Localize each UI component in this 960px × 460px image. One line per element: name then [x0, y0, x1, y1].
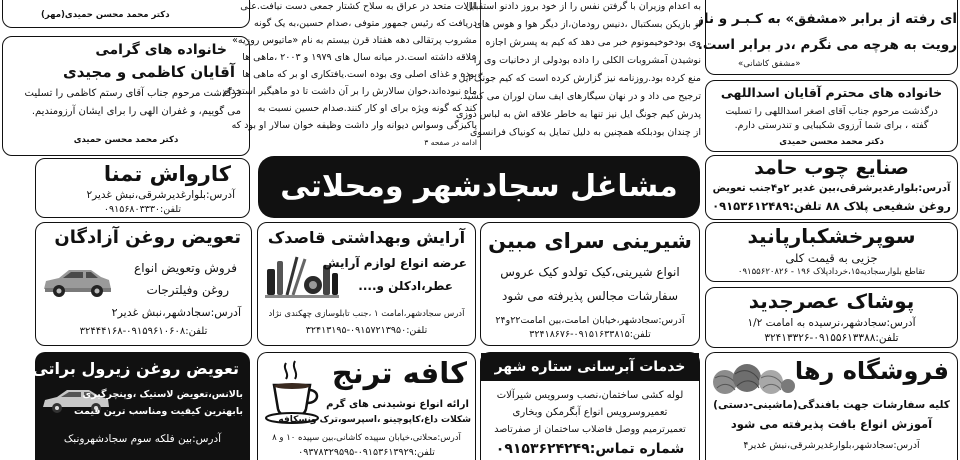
ad-address: آدرس سجادشهر،امامت ۱ ،جنب تابلوسازی چهکندی نژاد: [268, 309, 465, 319]
ad-title: سوپرخشکبارپانید: [747, 224, 916, 248]
ad-address: آدرس:سجادشهر،بلوارغدیرشرقی،نبش غدیر۴: [743, 440, 920, 451]
ad-phone: شماره تماس:۰۹۱۵۳۶۲۴۲۴۹: [495, 441, 685, 457]
condolence-body-line: گفته ، برای شما آرزوی شکیبایی و تندرستی دارم.: [734, 120, 929, 131]
article-column-2: [222, 0, 477, 150]
ad-line: عطر،ادکلن و....: [358, 279, 453, 293]
article-line: ایالات متحد در عراق به سلاح کشتار جمعی دست نیافت.علی: [240, 1, 477, 12]
article-line: از بازیکن بسکتبال ،دنیس رودمان،از دیگر هوا و هوس های: [474, 19, 701, 30]
ad-address: تقاطع بلوارسجادیه۱۵،خردادپلاک ۱۹۶ - ۰۹۱۵۵۶۲۰۸۲۶: [737, 267, 926, 277]
ad-title: تعویض روغن زیرول براتی: [32, 359, 239, 378]
ad-phone: تلفن:۰۹۱۵۶۸۰۳۳۳۰: [103, 204, 182, 215]
ad-subtitle: جزیی به قیمت کلی: [785, 251, 878, 265]
condolence-signature: دکتر محمد محسن حمیدی: [73, 135, 179, 145]
poem-poet: «مشفق کاشانی»: [738, 59, 801, 69]
article-line: دریافت که رئیس جمهور متوفی ،صدام حسین،به یک گونه: [254, 18, 477, 29]
article-line: پدرش کیم جونگ ایل نیز تنها به خاطر علاقه اش به لباس دوزی: [455, 109, 701, 120]
condolence-names: آقایان کاظمی و مجیدی: [62, 63, 235, 81]
ad-title: شیرینی سرای مبین: [488, 229, 692, 253]
top-note-box: [2, 0, 250, 28]
ad-title: کارواش تمنا: [103, 162, 231, 186]
ad-title: کافه ترنج: [331, 356, 467, 390]
ad-line: بابهترین کیفیت ومناسب ترین قیمت: [73, 406, 243, 417]
yarn-photo: [711, 358, 796, 398]
ad-phone: تلفن:۰۹۱۵۹۶۱۰۶۰۸-۳۲۴۴۴۱۶۸: [79, 326, 208, 337]
ad-title: آرایش وبهداشتی قاصدک: [267, 228, 466, 247]
ad-phone: تلفن:۰۹۱۵۳۶۱۳۹۲۹-۰۹۳۷۸۳۲۹۵۹۵: [298, 447, 435, 458]
ad-phone: تلفن:۰۹۱۵۵۶۱۳۳۸۸-۳۲۴۱۳۳۲۶: [764, 332, 899, 344]
article-line: به اعدام وزیران با گرفتن نفس را از خود بروز دادنو استقبال: [465, 1, 701, 12]
article-line: بوده و غذای اصلی وی بوده است.یافتکاری او بر که ماهی ها: [242, 69, 477, 80]
condolence-title: خانواده های گرامی: [95, 42, 227, 58]
ad-phone: تلفن:۰۹۱۵۱۶۳۳۸۱۵-۳۲۴۱۸۶۷۶: [529, 329, 651, 340]
ad-line: عرضه انواع لوازم آرایش: [323, 256, 467, 270]
ad-title: فروشگاه رها: [794, 357, 949, 385]
article-line: کند که گونه ویژه برای او کار کنند.صدام حسین نسبت به: [257, 103, 477, 114]
ad-line: شکلات داغ،کاپوچینو ،اسپرسو،ترک ونسکافه: [278, 415, 471, 425]
article-line: وی بودخوخیمونوم خبر می دهد که کیم به پسرش اجازه: [485, 37, 701, 48]
ad-line: آدرس:بلوارغدیرشرقی،بین غدیر ۲و۴جنب تعویض: [712, 183, 951, 194]
ad-zirool-barati: [32, 352, 250, 460]
ad-address: آدرس:سجادشهر،نبش غدیر۲: [111, 306, 241, 319]
ad-super-panid: [705, 222, 958, 282]
ad-title: پوشاک عصرجدید: [748, 289, 915, 313]
ad-abresani-setareh: [480, 352, 700, 460]
article-column-1: [455, 0, 701, 150]
condolence-kazemi: [2, 36, 250, 156]
article-continued: ادامه در صفحه ۳: [424, 138, 477, 147]
condolence-asadollahi: [705, 80, 958, 152]
article-line: پاکیزگی وسواس دیوانه وار داشت وظیفه خوان سالار او بود که: [231, 120, 477, 131]
article-line: علاقه داشته است.در میانه سال های ۱۹۷۹ و ۲۰۰۳ ،ماهی ها: [242, 52, 477, 63]
ad-line: تعمیروسرویس انواع آبگرمکن وبخاری: [512, 407, 668, 418]
poem-box: [696, 0, 958, 75]
article-line: ماه نبوده‌اند،خوان سالارش را بر آن داشت تا دو ماهیگیر استخدام: [222, 86, 477, 97]
ad-cafe-toranj: [257, 352, 476, 460]
poem-line: رویت به هرچه می نگرم ،در برابر است.: [697, 37, 957, 53]
ad-address: آدرس:بین فلکه سوم سجادشهرونبک: [63, 433, 222, 445]
ad-line: فروش وتعویض انواع: [134, 261, 237, 275]
ad-address: آدرس:سجادشهر،نرسیده به امامت ۱/۲: [747, 317, 916, 329]
ad-ghasedak: [257, 222, 476, 346]
ad-address: آدرس:سجادشهر،خیابان امامت،بین امامت۲۲و۲۴: [495, 315, 685, 326]
condolence-body-line: درگذشت مرحوم جناب آقای اصغر اسداللهی را تسلیت: [725, 106, 938, 117]
article-line: مشروب پرتقالی دهه هفتاد قرن بیستم به نام «ماتیوس روزیه»: [232, 35, 477, 46]
ad-karvash-tamana: [35, 158, 250, 218]
ad-line: ارائه انواع نوشیدنی های گرم: [326, 399, 469, 410]
ad-roghan-azadegan: [35, 222, 252, 346]
top-note-signature: دکتر محمد محسن حمیدی(مهر): [41, 10, 170, 20]
ad-line: انواع شیرینی،کیک تولدو کیک عروس: [500, 265, 680, 279]
ad-line: لوله کشی ساختمان،نصب وسرویس شیرآلات: [496, 390, 684, 401]
article-line: منع کرده بود.روزنامه نیز گزارش کرده است که کیم جونگ ایل: [458, 73, 701, 84]
poem-line: ای رفته از برابر «مشفق» به کـبـر و ناز: [696, 11, 957, 27]
ad-line: بالانس،تعویض لاستیک ،وپنچرگیری: [82, 389, 243, 400]
ad-title: تعویض روغن آزادگان: [54, 227, 241, 248]
ad-line: آموزش انواع بافت پذیرفته می شود: [730, 417, 933, 431]
ad-line: تعمیرترمیم ووصل فاضلاب ساختمان از صفرتاصد: [494, 424, 686, 435]
condolence-title: خانواده های محترم آقایان اسداللهی: [720, 85, 943, 100]
ad-line: سفارشات مجالس پذیرفته می شود: [501, 289, 679, 303]
article-line: از چندان بودبلکه همچنین به دلیل تمایل به کونیاک فرانسوی: [469, 127, 701, 138]
ad-chub-hamed: [705, 155, 958, 220]
ad-pooshak-asre-jadid: [705, 287, 958, 348]
ad-line: کلیه سفارشات جهت بافندگی(ماشینی-دستی): [713, 399, 950, 411]
ad-title: خدمات آبرسانی ستاره شهر: [481, 353, 699, 381]
ad-address: آدرس:محلاتی،خیابان سپیده کاشانی،بین سپیده ۱۰ و ۸: [272, 433, 461, 443]
condolence-body-line: می گوییم، و غفران الهی را برای ایشان آرزومندیم.: [31, 106, 241, 117]
article-line: ترجیح می داد و در نهان سیگارهای ایف سان لوران می کشید.: [459, 91, 701, 102]
ad-forooshgah-raha: [705, 352, 958, 460]
ad-shirini-mobin: [480, 222, 700, 346]
article-line: نوشیدن آمشروبات الکلی را داده بودولی از دخانیات وی را: [473, 55, 701, 66]
condolence-body-line: درگذشت مرحوم جناب آقای رستم کاظمی را تسلیت: [24, 88, 241, 99]
ad-address: آدرس:بلوارغدیرشرقی،نبش غدیر۲: [86, 189, 235, 201]
section-banner: [258, 156, 700, 218]
ad-line: روغن وفیلترجات: [146, 283, 229, 297]
ad-title: صنایع چوب حامد: [754, 157, 909, 179]
condolence-signature: دکتر محمد محسن حمیدی: [779, 137, 884, 147]
ad-line: روغن شفیعی پلاک ۸۸ تلفن:۰۹۱۵۳۶۱۲۴۸۹: [712, 199, 951, 213]
section-banner-title: مشاغل سجادشهر ومحلاتی: [280, 169, 678, 204]
ad-phone: تلفن:۰۹۱۵۷۲۱۳۹۵۰-۳۲۴۱۳۱۹۵: [305, 325, 428, 336]
